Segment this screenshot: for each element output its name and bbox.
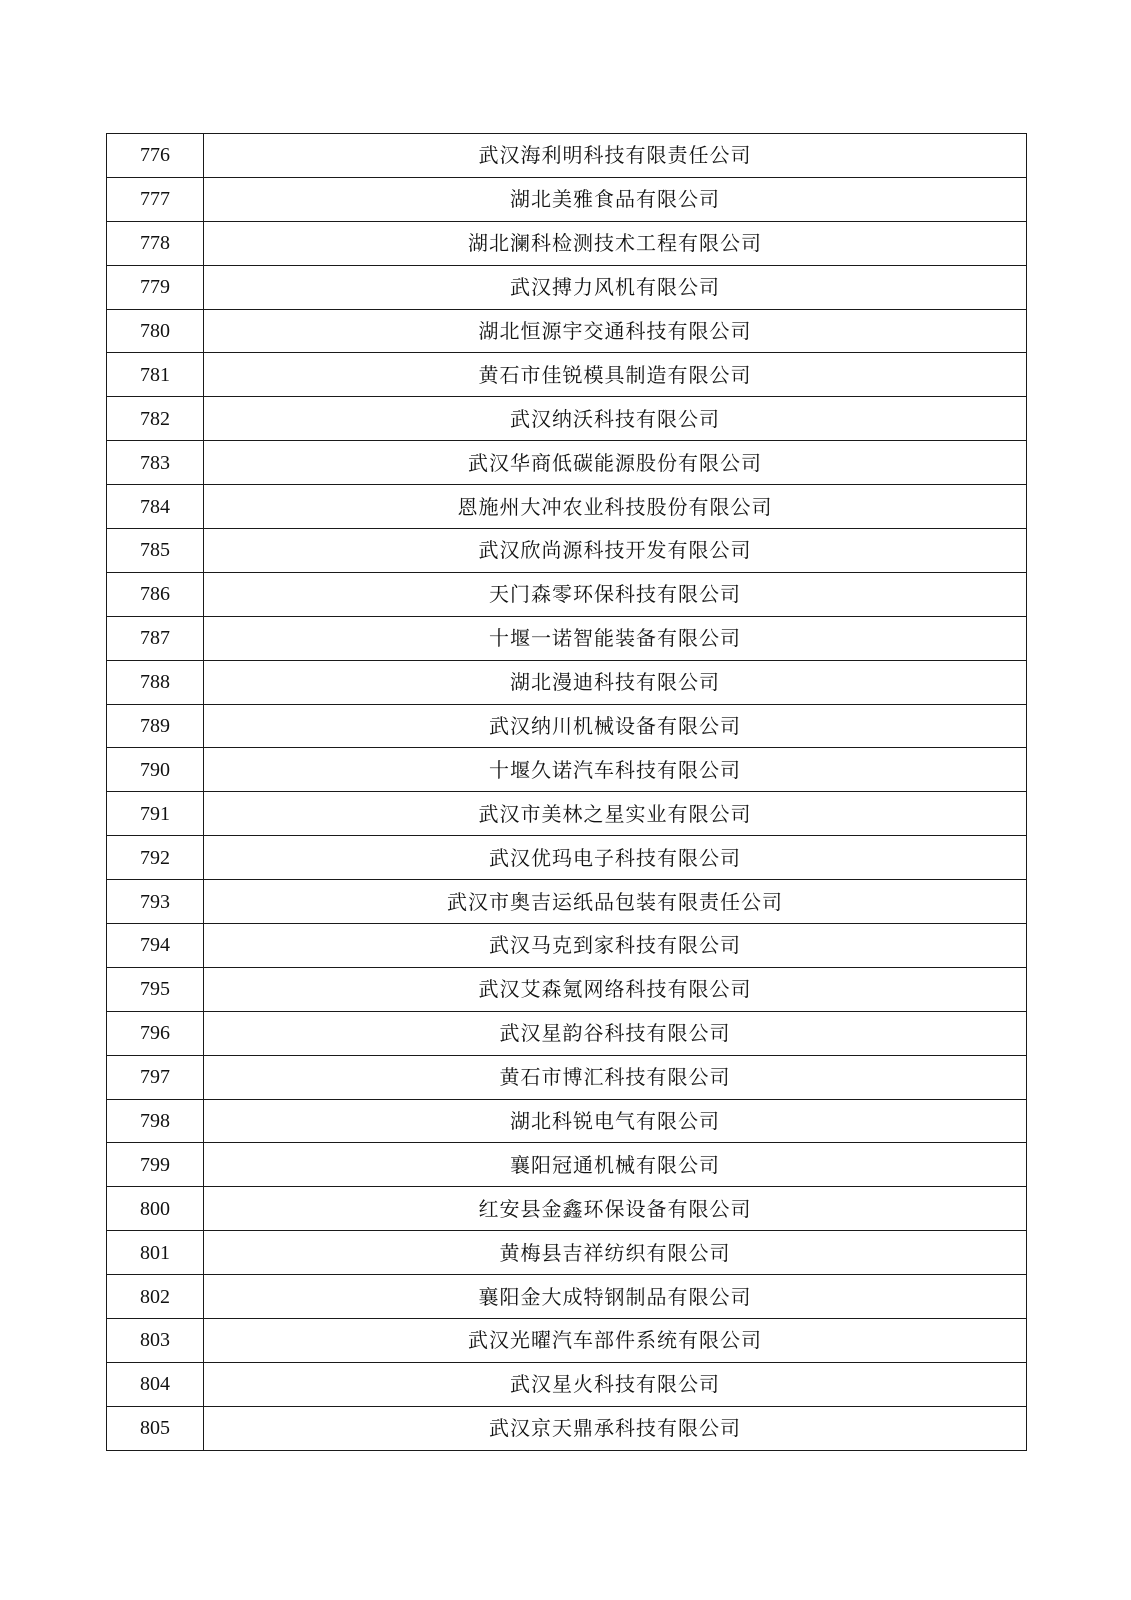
company-name-cell: 襄阳冠通机械有限公司 (204, 1143, 1027, 1187)
table-row (107, 1143, 1027, 1187)
row-number-cell: 797 (107, 1055, 204, 1099)
company-name-cell: 武汉市美林之星实业有限公司 (204, 792, 1027, 836)
company-name-cell: 武汉欣尚源科技开发有限公司 (204, 529, 1027, 573)
table-row (107, 704, 1027, 748)
row-number-cell: 802 (107, 1275, 204, 1319)
company-name-cell: 黄石市博汇科技有限公司 (204, 1055, 1027, 1099)
row-number-cell: 788 (107, 660, 204, 704)
row-number-cell: 781 (107, 353, 204, 397)
company-name-cell: 黄梅县吉祥纺织有限公司 (204, 1231, 1027, 1275)
company-name-cell: 湖北美雅食品有限公司 (204, 177, 1027, 221)
company-name-cell: 天门森零环保科技有限公司 (204, 572, 1027, 616)
table-row (107, 1011, 1027, 1055)
company-name-cell: 黄石市佳锐模具制造有限公司 (204, 353, 1027, 397)
company-name-cell: 武汉马克到家科技有限公司 (204, 924, 1027, 968)
table-row (107, 177, 1027, 221)
row-number-cell: 786 (107, 572, 204, 616)
row-number-cell: 790 (107, 748, 204, 792)
row-number-cell: 784 (107, 485, 204, 529)
row-number-cell: 776 (107, 134, 204, 178)
company-name-cell: 武汉优玛电子科技有限公司 (204, 836, 1027, 880)
row-number-cell: 782 (107, 397, 204, 441)
row-number-cell: 789 (107, 704, 204, 748)
company-name-cell: 武汉京天鼎承科技有限公司 (204, 1406, 1027, 1450)
table-row (107, 353, 1027, 397)
company-name-cell: 红安县金鑫环保设备有限公司 (204, 1187, 1027, 1231)
table-row (107, 441, 1027, 485)
table-row (107, 485, 1027, 529)
row-number-cell: 804 (107, 1362, 204, 1406)
table-row (107, 1187, 1027, 1231)
table-row (107, 309, 1027, 353)
table-row (107, 1055, 1027, 1099)
company-name-cell: 湖北澜科检测技术工程有限公司 (204, 221, 1027, 265)
company-name-cell: 湖北恒源宇交通科技有限公司 (204, 309, 1027, 353)
company-name-cell: 武汉纳沃科技有限公司 (204, 397, 1027, 441)
company-name-cell: 武汉艾森氪网络科技有限公司 (204, 967, 1027, 1011)
table-row (107, 1099, 1027, 1143)
row-number-cell: 801 (107, 1231, 204, 1275)
row-number-cell: 792 (107, 836, 204, 880)
row-number-cell: 785 (107, 529, 204, 573)
row-number-cell: 798 (107, 1099, 204, 1143)
company-name-cell: 武汉纳川机械设备有限公司 (204, 704, 1027, 748)
table-row (107, 967, 1027, 1011)
row-number-cell: 803 (107, 1319, 204, 1363)
row-number-cell: 778 (107, 221, 204, 265)
row-number-cell: 780 (107, 309, 204, 353)
table-row (107, 1362, 1027, 1406)
row-number-cell: 805 (107, 1406, 204, 1450)
company-name-cell: 武汉市奥吉运纸品包装有限责任公司 (204, 880, 1027, 924)
row-number-cell: 777 (107, 177, 204, 221)
row-number-cell: 791 (107, 792, 204, 836)
row-number-cell: 796 (107, 1011, 204, 1055)
row-number-cell: 800 (107, 1187, 204, 1231)
company-name-cell: 武汉光曜汽车部件系统有限公司 (204, 1319, 1027, 1363)
row-number-cell: 793 (107, 880, 204, 924)
row-number-cell: 794 (107, 924, 204, 968)
company-name-cell: 武汉星韵谷科技有限公司 (204, 1011, 1027, 1055)
company-name-cell: 武汉华商低碳能源股份有限公司 (204, 441, 1027, 485)
table-row (107, 134, 1027, 178)
row-number-cell: 787 (107, 616, 204, 660)
table-row (107, 836, 1027, 880)
row-number-cell: 783 (107, 441, 204, 485)
company-name-cell: 十堰久诺汽车科技有限公司 (204, 748, 1027, 792)
company-name-cell: 十堰一诺智能装备有限公司 (204, 616, 1027, 660)
company-name-cell: 恩施州大冲农业科技股份有限公司 (204, 485, 1027, 529)
table-row (107, 792, 1027, 836)
table-row (107, 221, 1027, 265)
table-row (107, 616, 1027, 660)
table-row (107, 397, 1027, 441)
company-name-cell: 武汉星火科技有限公司 (204, 1362, 1027, 1406)
table-row (107, 924, 1027, 968)
row-number-cell: 799 (107, 1143, 204, 1187)
row-number-cell: 779 (107, 265, 204, 309)
table-row (107, 748, 1027, 792)
company-name-cell: 湖北漫迪科技有限公司 (204, 660, 1027, 704)
company-name-cell: 湖北科锐电气有限公司 (204, 1099, 1027, 1143)
table-row (107, 1231, 1027, 1275)
company-name-cell: 武汉搏力风机有限公司 (204, 265, 1027, 309)
table-row (107, 660, 1027, 704)
table-row (107, 1275, 1027, 1319)
table-row (107, 572, 1027, 616)
table-row (107, 1406, 1027, 1450)
company-name-cell: 襄阳金大成特钢制品有限公司 (204, 1275, 1027, 1319)
table-row (107, 265, 1027, 309)
table-row (107, 880, 1027, 924)
company-list-table (106, 133, 1027, 1451)
table-body (107, 134, 1027, 1451)
company-name-cell: 武汉海利明科技有限责任公司 (204, 134, 1027, 178)
table-row (107, 1319, 1027, 1363)
table-row (107, 529, 1027, 573)
row-number-cell: 795 (107, 967, 204, 1011)
